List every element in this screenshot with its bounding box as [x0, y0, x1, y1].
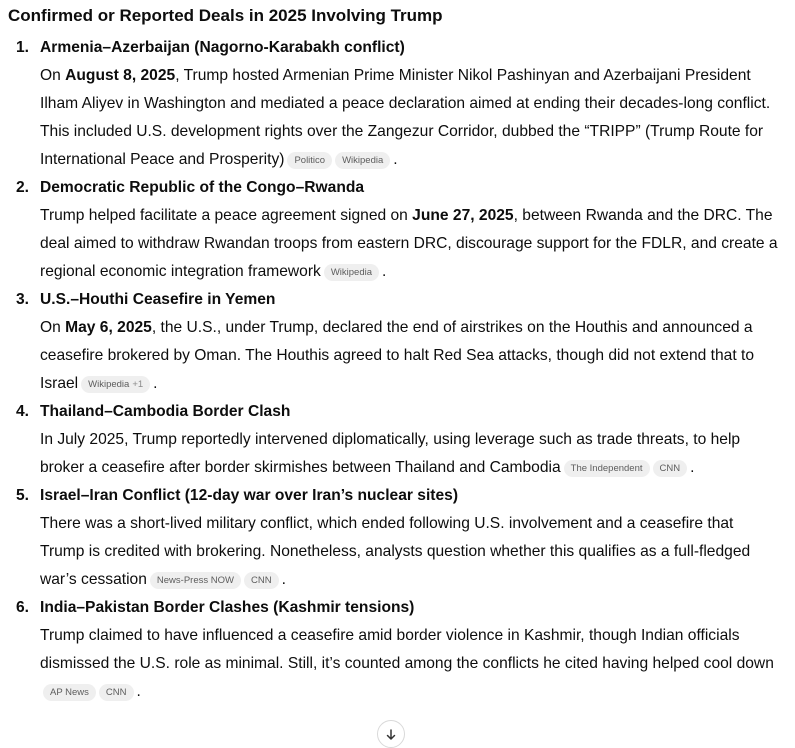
source-chip[interactable] [335, 152, 390, 169]
deal-text-end: . [153, 375, 158, 392]
deal-text: Trump claimed to have influenced a ceasefire amid border violence in Kashmir, though Indian officials dismissed the U.S. role as minimal. Still, it’s counted among the conflicts he cited having helped cool down [40, 627, 774, 672]
source-chip-label: Wikipedia [88, 379, 130, 390]
deal-text-end: . [690, 459, 695, 476]
deal-item [0, 482, 795, 594]
source-chip[interactable] [43, 684, 96, 701]
deal-description [40, 426, 781, 482]
deal-text-end: . [393, 151, 398, 168]
deal-text-end: . [281, 571, 286, 588]
deal-title: U.S.–Houthi Ceasefire in Yemen [40, 291, 276, 308]
source-chip[interactable] [150, 572, 241, 589]
source-chip-label: CNN [105, 687, 127, 698]
deal-number: 3. [16, 291, 30, 308]
deal-text: There was a short-lived military conflict, which ended following U.S. involvement and a ceasefire that Trump is credited with brokering. Nonetheless, analysts question whether this qualifies as a full-fledged war’s cessation [40, 515, 751, 588]
deal-text: , between Rwanda and the DRC. The deal aimed to withdraw Rwandan troops from eastern DRC, discourage support for the FDLR, and create a regional economic integration framework [40, 207, 778, 280]
source-chip-label: Wikipedia [342, 155, 384, 166]
deal-date: May 6, 2025 [65, 319, 152, 336]
arrow-down-icon [386, 729, 396, 741]
source-chip[interactable] [244, 572, 279, 589]
source-chip-label: The Independent [570, 463, 643, 474]
deal-list [0, 34, 795, 706]
deal-number: 5. [16, 487, 30, 504]
deal-description [40, 314, 781, 398]
source-chip[interactable] [99, 684, 134, 701]
source-chip[interactable] [81, 376, 150, 393]
deal-date: August 8, 2025 [65, 67, 176, 84]
deal-number: 6. [16, 599, 30, 616]
source-chip-label: AP News [50, 687, 89, 698]
deal-description [40, 510, 781, 594]
deal-number: 4. [16, 403, 30, 420]
deal-text: On [40, 319, 66, 336]
source-chip-more-count: +1 [132, 379, 144, 390]
deal-title: Thailand–Cambodia Border Clash [40, 403, 291, 420]
deal-number: 2. [16, 179, 30, 196]
source-chip-label: Politico [294, 155, 326, 166]
deal-text: In July 2025, Trump reportedly intervened diplomatically, using leverage such as trade threats, to help broker a ceasefire after border skirmishes between Thailand and Cambodia [40, 431, 741, 476]
source-chip-label: News-Press NOW [156, 575, 234, 586]
source-chip[interactable] [287, 152, 332, 169]
deal-item [0, 174, 795, 286]
source-chip[interactable] [653, 460, 688, 477]
deal-item [0, 34, 795, 174]
deal-description [40, 622, 781, 706]
source-chip-label: Wikipedia [330, 267, 373, 278]
source-chip-label: CNN [659, 463, 681, 474]
deal-title: India–Pakistan Border Clashes (Kashmir tensions) [40, 599, 415, 616]
deal-number: 1. [16, 39, 30, 56]
deal-item [0, 398, 795, 482]
deal-text: Trump helped facilitate a peace agreement signed on [40, 207, 413, 224]
deal-title: Armenia–Azerbaijan (Nagorno-Karabakh conflict) [40, 39, 405, 56]
deal-item [0, 594, 795, 706]
deal-item [0, 286, 795, 398]
deal-text-end: . [136, 683, 141, 700]
deal-date: June 27, 2025 [412, 207, 514, 224]
page-heading: Confirmed or Reported Deals in 2025 Involving Trump [8, 6, 443, 25]
deal-description [40, 202, 781, 286]
deal-title: Israel–Iran Conflict (12-day war over Iran’s nuclear sites) [40, 487, 459, 504]
deal-text-end: . [382, 263, 387, 280]
deal-text: , Trump hosted Armenian Prime Minister Nikol Pashinyan and Azerbaijani President Ilham Aliyev in Washington and mediated a peace declaration aimed at ending their decades-long conflict. This included U.S. development rights over the Zangezur Corridor, dubbed the “TRIPP” (Trump Route for International Peace and Prosperity) [40, 67, 771, 168]
source-chip[interactable] [324, 264, 379, 281]
deal-text: On [40, 67, 66, 84]
scroll-down-button[interactable] [377, 720, 405, 748]
source-chip-label: CNN [250, 575, 272, 586]
deal-title: Democratic Republic of the Congo–Rwanda [40, 179, 365, 196]
source-chip[interactable] [564, 460, 650, 477]
deal-description [40, 62, 781, 174]
deal-text: , the U.S., under Trump, declared the end of airstrikes on the Houthis and announced a ceasefire brokered by Oman. The Houthis agreed to halt Red Sea attacks, though did not extend that to Israel [40, 319, 755, 392]
